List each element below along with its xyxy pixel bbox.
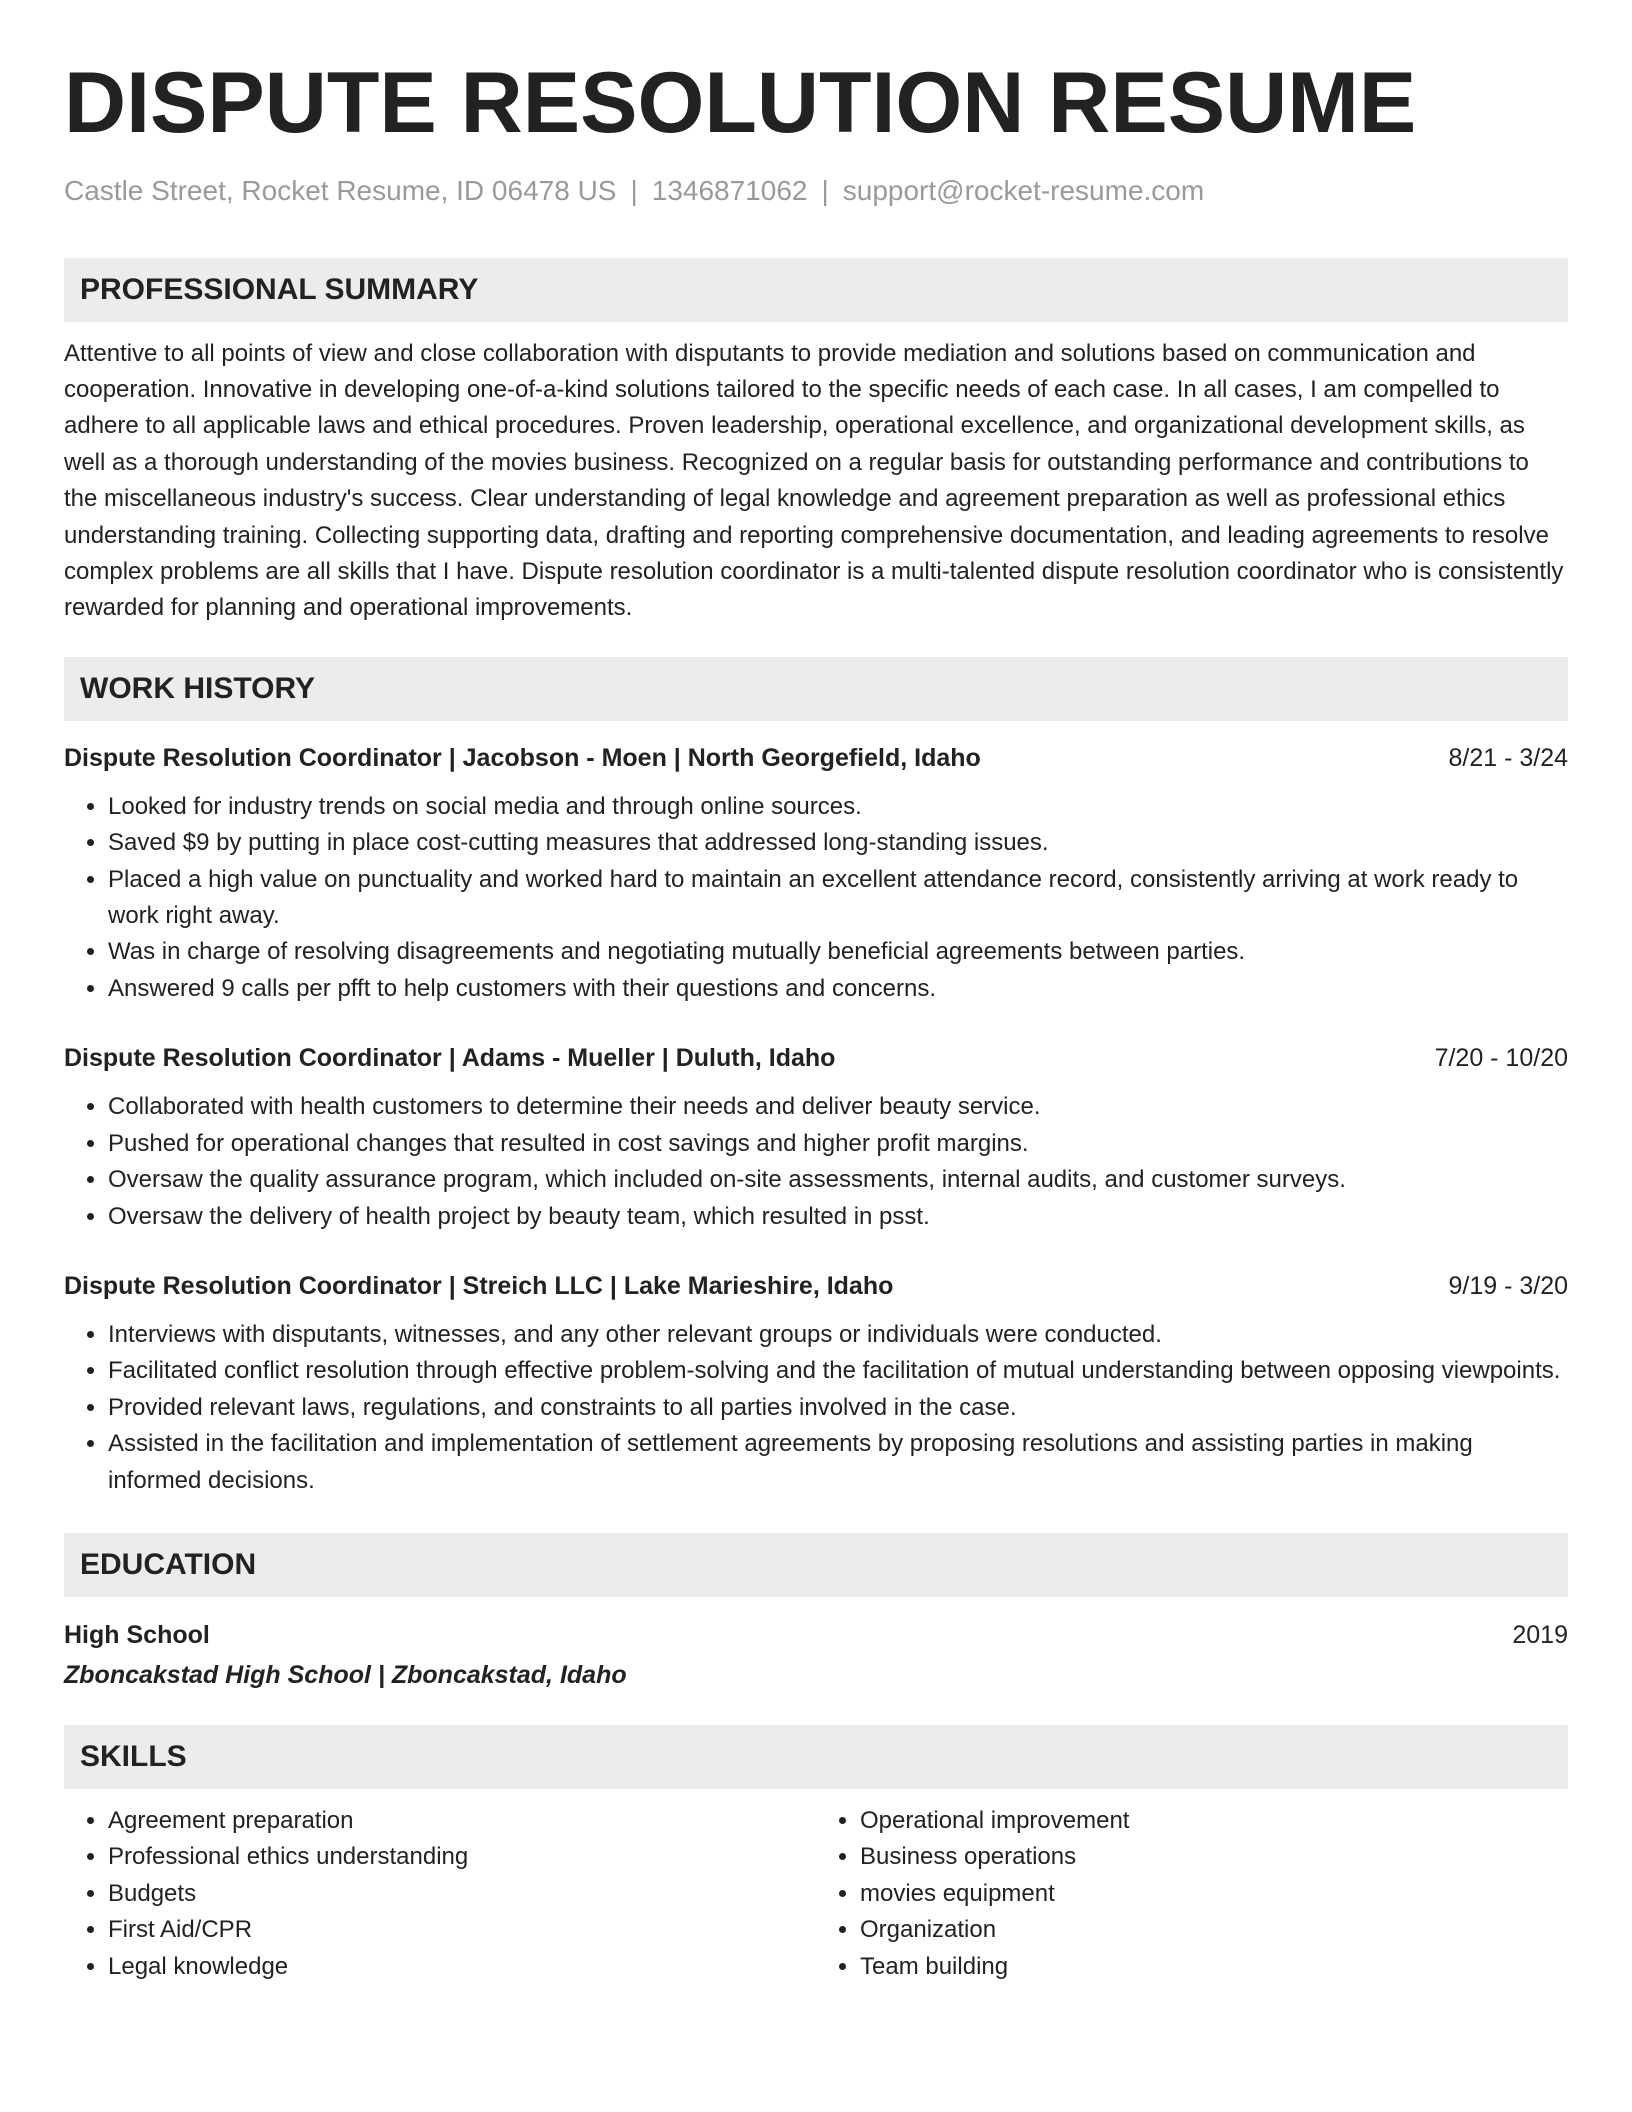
list-item: • Team building — [860, 1949, 1568, 1985]
summary-text: Attentive to all points of view and close collaboration with disputants to provide mediation and solutions based on communication and cooperation. Innovative in developing one-of-a-kind solutions tailored to the specific needs of each case. In all cases, I am compelled to adhere to all applicable laws and ethical procedures. Proven leadership, operational excellence, and organizational development skills, as well as a thorough understanding of the movies business. Recognized on a regular basis for outstanding performance and contributions to the miscellaneous industry's success. Clear understanding of legal knowledge and agreement preparation as well as professional ethics understanding training. Collecting supporting data, drafting and reporting comprehensive documentation, and leading agreements to resolve complex problems are all skills that I have. Dispute resolution coordinator is a multi-talented dispute resolution coordinator who is consistently rewarded for planning and operational improvements. — [64, 339, 1564, 622]
list-item: • Operational improvement — [860, 1803, 1568, 1839]
list-item: • Professional ethics understanding — [108, 1839, 816, 1875]
education-school: Zboncakstad High School | Zboncakstad, Idaho — [64, 1660, 627, 1689]
job-dates: 7/20 - 10/20 — [1434, 1044, 1568, 1073]
job-bullets — [64, 1089, 1568, 1235]
list-item: • Looked for industry trends on social media and through online sources. — [108, 789, 1568, 825]
job-bullets — [64, 1317, 1568, 1499]
list-item: • Business operations — [860, 1839, 1568, 1875]
job-bullets — [64, 789, 1568, 1007]
list-item: • Facilitated conflict resolution through effective problem-solving and the facilitation of mutual understanding between opposing viewpoints. — [108, 1353, 1568, 1389]
section-heading-summary: PROFESSIONAL SUMMARY — [64, 258, 1568, 322]
section-heading-skills: SKILLS — [64, 1725, 1568, 1789]
education-degree: High School — [64, 1620, 210, 1649]
job-entry — [64, 743, 1568, 1007]
job-dates: 8/21 - 3/24 — [1448, 743, 1568, 772]
contact-address: Castle Street, Rocket Resume, ID 06478 US — [64, 175, 617, 206]
list-item: • Agreement preparation — [108, 1803, 816, 1839]
job-title: Dispute Resolution Coordinator | Adams - Mueller | Duluth, Idaho — [64, 1044, 836, 1073]
list-item: • Assisted in the facilitation and implementation of settlement agreements by proposing resolutions and assisting parties in making informed decisions. — [108, 1426, 1568, 1499]
list-item: • Oversaw the quality assurance program, which included on-site assessments, internal audits, and customer surveys. — [108, 1162, 1568, 1198]
list-item: • Provided relevant laws, regulations, and constraints to all parties involved in the case. — [108, 1390, 1568, 1426]
list-item: • Legal knowledge — [108, 1949, 816, 1985]
list-item: • Budgets — [108, 1876, 816, 1912]
list-item: • Placed a high value on punctuality and worked hard to maintain an excellent attendance record, consistently arriving at work ready to work right away. — [108, 862, 1568, 935]
contact-separator: | — [630, 175, 638, 206]
skills-column-left — [64, 1803, 816, 1985]
section-heading-work: WORK HISTORY — [64, 657, 1568, 721]
skills-list — [64, 1803, 1568, 1985]
education-entry — [64, 1619, 1568, 1691]
job-entry — [64, 1271, 1568, 1499]
list-item: • Organization — [860, 1912, 1568, 1948]
education-year: 2019 — [1512, 1620, 1568, 1649]
contact-separator: | — [821, 175, 829, 206]
resume-title: DISPUTE RESOLUTION RESUME — [64, 55, 1417, 151]
job-entry — [64, 1043, 1568, 1235]
list-item: • movies equipment — [860, 1876, 1568, 1912]
list-item: • First Aid/CPR — [108, 1912, 816, 1948]
list-item: • Collaborated with health customers to determine their needs and deliver beauty service. — [108, 1089, 1568, 1125]
job-title: Dispute Resolution Coordinator | Streich LLC | Lake Marieshire, Idaho — [64, 1271, 894, 1300]
list-item: • Oversaw the delivery of health project by beauty team, which resulted in psst. — [108, 1199, 1568, 1235]
list-item: • Saved $9 by putting in place cost-cutting measures that addressed long-standing issues. — [108, 825, 1568, 861]
list-item: • Answered 9 calls per pfft to help customers with their questions and concerns. — [108, 971, 1568, 1007]
list-item: • Interviews with disputants, witnesses, and any other relevant groups or individuals were conducted. — [108, 1317, 1568, 1353]
skills-column-right — [816, 1803, 1568, 1985]
job-title: Dispute Resolution Coordinator | Jacobson - Moen | North Georgefield, Idaho — [64, 743, 981, 772]
contact-email: support@rocket-resume.com — [842, 175, 1205, 206]
list-item: • Was in charge of resolving disagreements and negotiating mutually beneficial agreements between parties. — [108, 934, 1568, 970]
contact-phone: 1346871062 — [651, 175, 808, 206]
job-dates: 9/19 - 3/20 — [1448, 1271, 1568, 1300]
list-item: • Pushed for operational changes that resulted in cost savings and higher profit margins. — [108, 1126, 1568, 1162]
section-heading-education: EDUCATION — [64, 1533, 1568, 1597]
contact-line — [64, 174, 1568, 208]
